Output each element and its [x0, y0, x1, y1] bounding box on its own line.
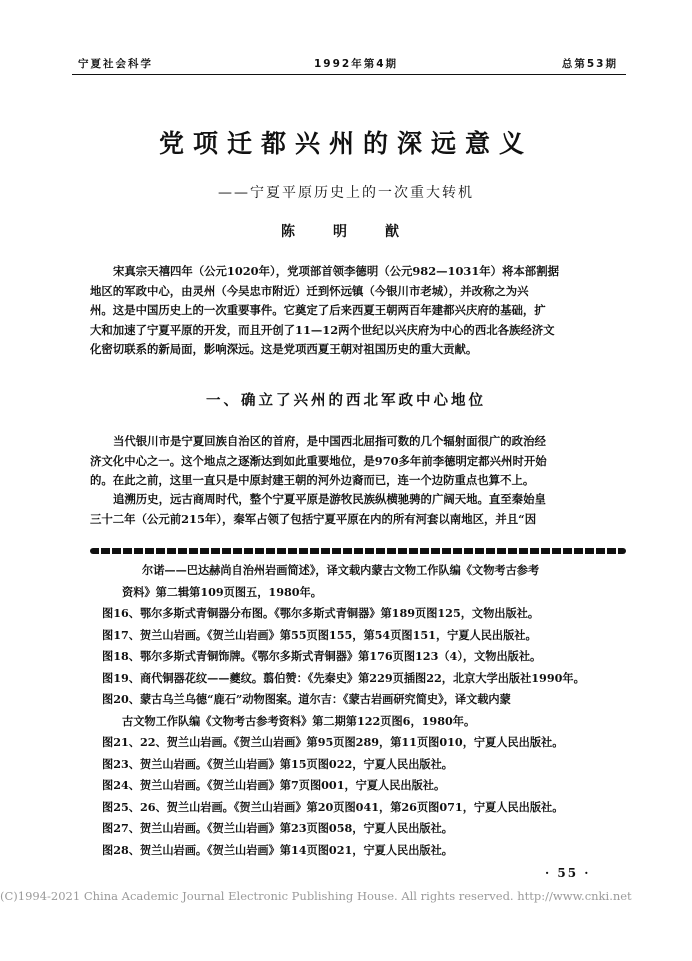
section-paragraph-1: [90, 432, 626, 491]
footnote-line: 图27、贺兰山岩画。《贺兰山岩画》第23页图058，宁夏人民出版社。: [102, 821, 453, 835]
section-paragraph-2: [90, 490, 626, 529]
footnote-line: 图16、鄂尔多斯式青铜器分布图。《鄂尔多斯式青铜器》第189页图125，文物出版社。: [102, 606, 540, 620]
footnote-line: 图24、贺兰山岩画。《贺兰山岩画》第7页图001，宁夏人民出版社。: [102, 778, 446, 792]
text-line: 当代银川市是宁夏回族自治区的首府，是中国西北屈指可数的几个辐射面很广的政治经: [113, 434, 546, 448]
header-rule: [72, 74, 626, 75]
article-author: 陈 明 猷: [281, 224, 411, 240]
issue-label: 1992年第4期: [314, 58, 399, 70]
footnote-line: 尔诺——巴达赫尚自治州岩画简述》，译文载内蒙古文物工作队编《文物考古参考: [142, 563, 540, 577]
footnote-line: 资料》第二辑第109页图五，1980年。: [122, 584, 322, 599]
footnote-divider: [90, 548, 626, 554]
section-heading: 一、确立了兴州的西北军政中心地位: [206, 392, 486, 409]
text-line: 追溯历史，远古商周时代，整个宁夏平原是游牧民族纵横驰骋的广阔天地。直至秦始皇: [113, 492, 546, 506]
text-line: 大和加速了宁夏平原的开发，而且开创了11—12两个世纪以兴庆府为中心的西北各族经济文: [90, 322, 555, 337]
footnote-line: 图19、商代铜器花纹——夔纹。翦伯赞：《先秦史》第229页插图22，北京大学出版社1990年。: [102, 670, 585, 685]
intro-paragraph: [90, 262, 626, 360]
copyright-watermark: (C)1994-2021 China Academic Journal Electronic Publishing House. All rights reserved. http://www.cnki.net: [0, 889, 632, 903]
page-number: · 55 ·: [545, 866, 591, 880]
text-line: 化密切联系的新局面，影响深远。这是党项西夏王朝对祖国历史的重大贡献。: [90, 342, 478, 356]
footnote-line: 图17、贺兰山岩画。《贺兰山岩画》第55页图155，第54页图151，宁夏人民出版社。: [102, 627, 537, 642]
article-title: 党项迁都兴州的深远意义: [158, 129, 533, 158]
footnote-line: 图25、26、贺兰山岩画。《贺兰山岩画》第20页图041，第26页图071，宁夏人民出版社。: [102, 799, 564, 814]
text-line: 宋真宗天禧四年（公元1020年），党项部首领李德明（公元982—1031年）将本部割据: [113, 264, 559, 278]
footnote-line: 图23、贺兰山岩画。《贺兰山岩画》第15页图022，宁夏人民出版社。: [102, 756, 453, 771]
running-head: [78, 56, 618, 74]
text-line: 济文化中心之一。这个地点之逐渐达到如此重要地位，是970多年前李德明定都兴州时开始: [90, 453, 547, 468]
footnotes: [90, 560, 630, 861]
article-subtitle: ——宁夏平原历史上的一次重大转机: [218, 185, 474, 201]
journal-name: 宁夏社会科学: [78, 58, 153, 70]
text-line: 三十二年（公元前215年），秦军占领了包括宁夏平原在内的所有河套以南地区，并且“因: [90, 511, 537, 526]
footnote-line: 图18、鄂尔多斯式青铜饰牌。《鄂尔多斯式青铜器》第176页图123（4），文物出版社。: [102, 649, 542, 663]
text-line: 州。这是中国历史上的一次重要事件。它奠定了后来西夏王朝两百年建都兴庆府的基础，扩: [90, 303, 546, 317]
text-line: 的。在此之前，这里一直只是中原封建王朝的河外边裔而已，连一个边防重点也算不上。: [90, 473, 535, 487]
total-issue-label: 总第53期: [561, 58, 618, 70]
footnote-line: 图20、蒙古乌兰乌德“鹿石”动物图案。道尔吉：《蒙古岩画研究简史》，译文载内蒙: [102, 692, 511, 706]
footnote-line: 古文物工作队编《文物考古参考资料》第二期第122页图6，1980年。: [122, 713, 476, 728]
text-line: 地区的军政中心，由灵州（今吴忠市附近）迁到怀远镇（今银川市老城），并改称之为兴: [90, 283, 529, 298]
footnote-line: 图21、22、贺兰山岩画。《贺兰山岩画》第95页图289，第11页图010，宁夏人民出版社。: [102, 735, 564, 749]
footnote-line: 图28、贺兰山岩画。《贺兰山岩画》第14页图021，宁夏人民出版社。: [102, 842, 453, 857]
